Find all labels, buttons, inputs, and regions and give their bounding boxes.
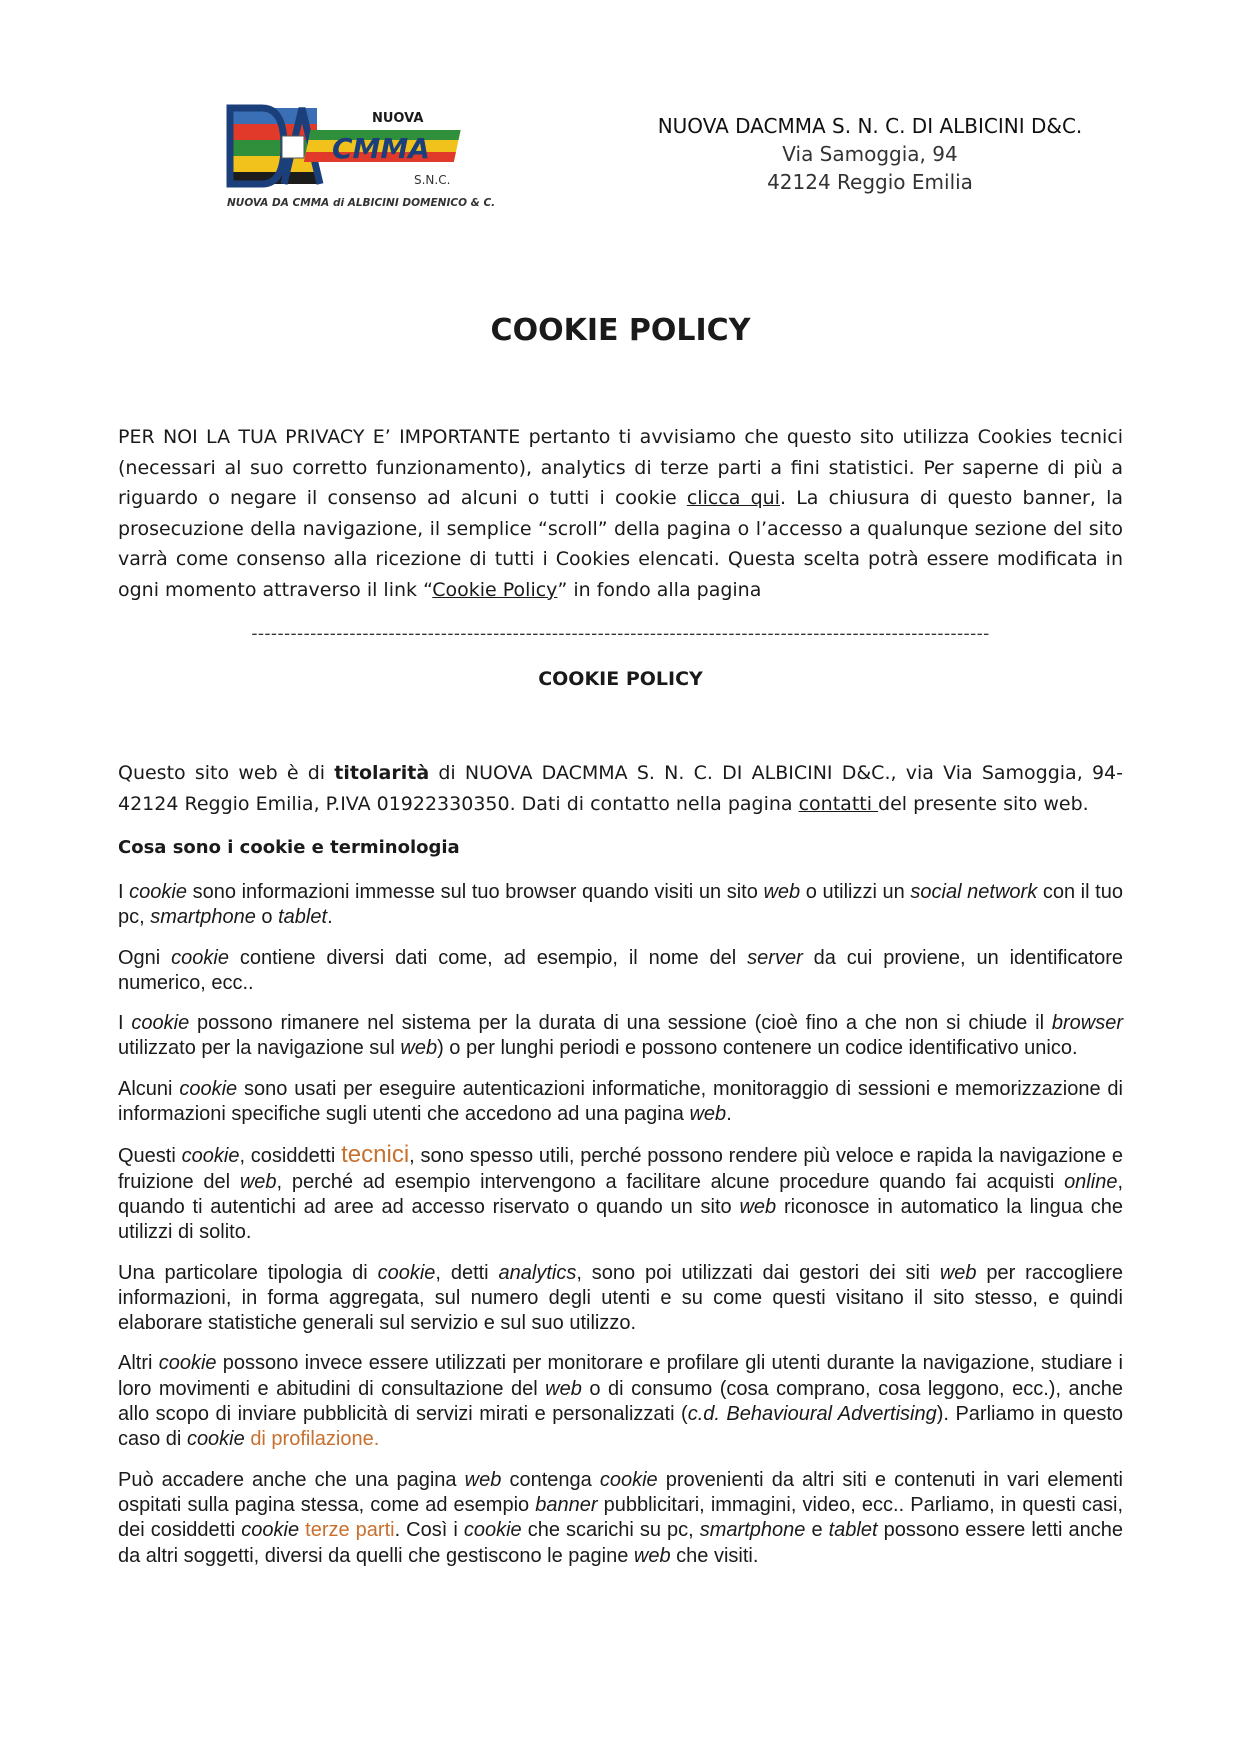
- paragraph-1: I cookie sono informazioni immesse sul tuo browser quando visiti un sito web o utilizzi un social network con il tuo pc, smartphone o tablet.: [118, 881, 1123, 929]
- paragraph-7: Altri cookie possono invece essere utilizzati per monitorare e profilare gli utenti durante la navigazione, studiare i loro movimenti e abitudini di consultazione del web o di consumo (cosa comprano, cosa leggono, ecc.), anche allo scopo di inviare pubblicità di servizi mirati e personalizzati (c.d. Behavioural Advertising). Parliamo in questo caso di cookie di profilazione.: [118, 1352, 1123, 1451]
- intro-text-3: ” in fondo alla pagina: [557, 578, 762, 601]
- paragraph-8: Può accadere anche che una pagina web contenga cookie provenienti da altri siti e contenuti in vari elementi ospitati sulla pagina stessa, come ad esempio banner pubblicitari, immagini, video, ecc.. Parliamo, in questi casi, dei cosiddetti cookie terze parti. Così i cookie che scarichi su pc, smartphone e tablet possono essere letti anche da altri soggetti, diversi da quelli che gestiscono le pagine web che visiti.: [118, 1468, 1124, 1567]
- paragraph-3: I cookie possono rimanere nel sistema per la durata di una sessione (cioè fino a che non si chiude il browser utilizzato per la navigazione sul web) o per lunghi periodi e possono contenere un codice identificativo unico.: [118, 1012, 1123, 1060]
- company-logo: [222, 100, 512, 225]
- clicca-qui-link[interactable]: clicca qui: [686, 487, 780, 509]
- paragraph-5: Questi cookie, cosiddetti tecnici, sono spesso utili, perché possono rendere più veloce e rapida la navigazione e fruizione del web, perché ad esempio intervengono a facilitare alcune procedure quando fai acquisti online, quando ti autentichi ad aree ad accesso riservato o quando un sito web riconosce in automatico la lingua che utilizzi di solito.: [118, 1141, 1124, 1244]
- section-heading: Cosa sono i cookie e terminologia: [118, 837, 460, 858]
- owner-text-1: Questo sito web è di: [118, 762, 335, 784]
- page-title: COOKIE POLICY: [490, 313, 751, 348]
- company-city: 42124 Reggio Emilia: [767, 170, 973, 194]
- logo-top-word: NUOVA: [372, 111, 424, 126]
- cookie-policy-link[interactable]: Cookie Policy: [432, 578, 558, 601]
- paragraph-6: Una particolare tipologia di cookie, detti analytics, sono poi utilizzati dai gestori dei siti web per raccogliere informazioni, in forma aggregata, sul numero degli utenti e su come questi visitano il sito stesso, e quindi elaborare statistiche generali sul servizio e sul suo utilizzo.: [118, 1261, 1123, 1335]
- owner-paragraph: [118, 758, 1123, 820]
- logo-brand: CMMA: [332, 132, 430, 165]
- tecnici-highlight: tecnici: [341, 1141, 410, 1169]
- company-header: [640, 112, 1100, 196]
- profilazione-highlight: di profilazione.: [250, 1428, 380, 1451]
- logo-suffix: S.N.C.: [414, 173, 451, 187]
- intro-text-2: . La chiusura di questo banner, la prosecuzione della navigazione, il semplice “scroll” della pagina o l’accesso a qualunque sezione del sito varrà come consenso alla ricezione di tutti i Cookies elencati. Questa scelta potrà essere modificata in ogni momento attraverso il link “: [118, 487, 1123, 601]
- company-name: NUOVA DACMMA S. N. C. DI ALBICINI D&C.: [657, 114, 1083, 138]
- owner-text-2: di NUOVA DACMMA S. N. C. DI ALBICINI D&C., via Via Samoggia, 94- 42124 Reggio Emilia, P.IVA 01922330350. Dati di contatto nella pagina: [118, 762, 1123, 815]
- section-title: COOKIE POLICY: [538, 668, 703, 690]
- terze-parti-highlight: terze parti: [305, 1519, 395, 1542]
- contatti-link[interactable]: contatti: [798, 793, 879, 815]
- intro-paragraph: [118, 422, 1123, 605]
- intro-text-1: PER NOI LA TUA PRIVACY E’ IMPORTANTE pertanto ti avvisiamo che questo sito utilizza Cookies tecnici (necessari al suo corretto funzionamento), analytics di terze parti a fini statistici. Per saperne di più a riguardo o negare il consenso ad alcuni o tutti i cookie: [118, 426, 1123, 509]
- company-street: Via Samoggia, 94: [782, 142, 958, 166]
- separator: -----------------------------------------------------------------------------------------------------------------: [251, 624, 990, 644]
- paragraph-2: Ogni cookie contiene diversi dati come, ad esempio, il nome del server da cui proviene, un identificatore numerico, ecc..: [118, 946, 1123, 994]
- body-text: [118, 880, 1123, 1584]
- logo-graphic: [222, 100, 512, 225]
- paragraph-4: Alcuni cookie sono usati per eseguire autenticazioni informatiche, monitoraggio di sessioni e memorizzazione di informazioni specifiche sugli utenti che accedono ad una pagina web.: [118, 1077, 1124, 1126]
- logo-caption: NUOVA DA CMMA di ALBICINI DOMENICO & C.: [227, 197, 496, 209]
- owner-bold: titolarità: [334, 762, 430, 784]
- owner-text-3: del presente sito web.: [878, 793, 1089, 815]
